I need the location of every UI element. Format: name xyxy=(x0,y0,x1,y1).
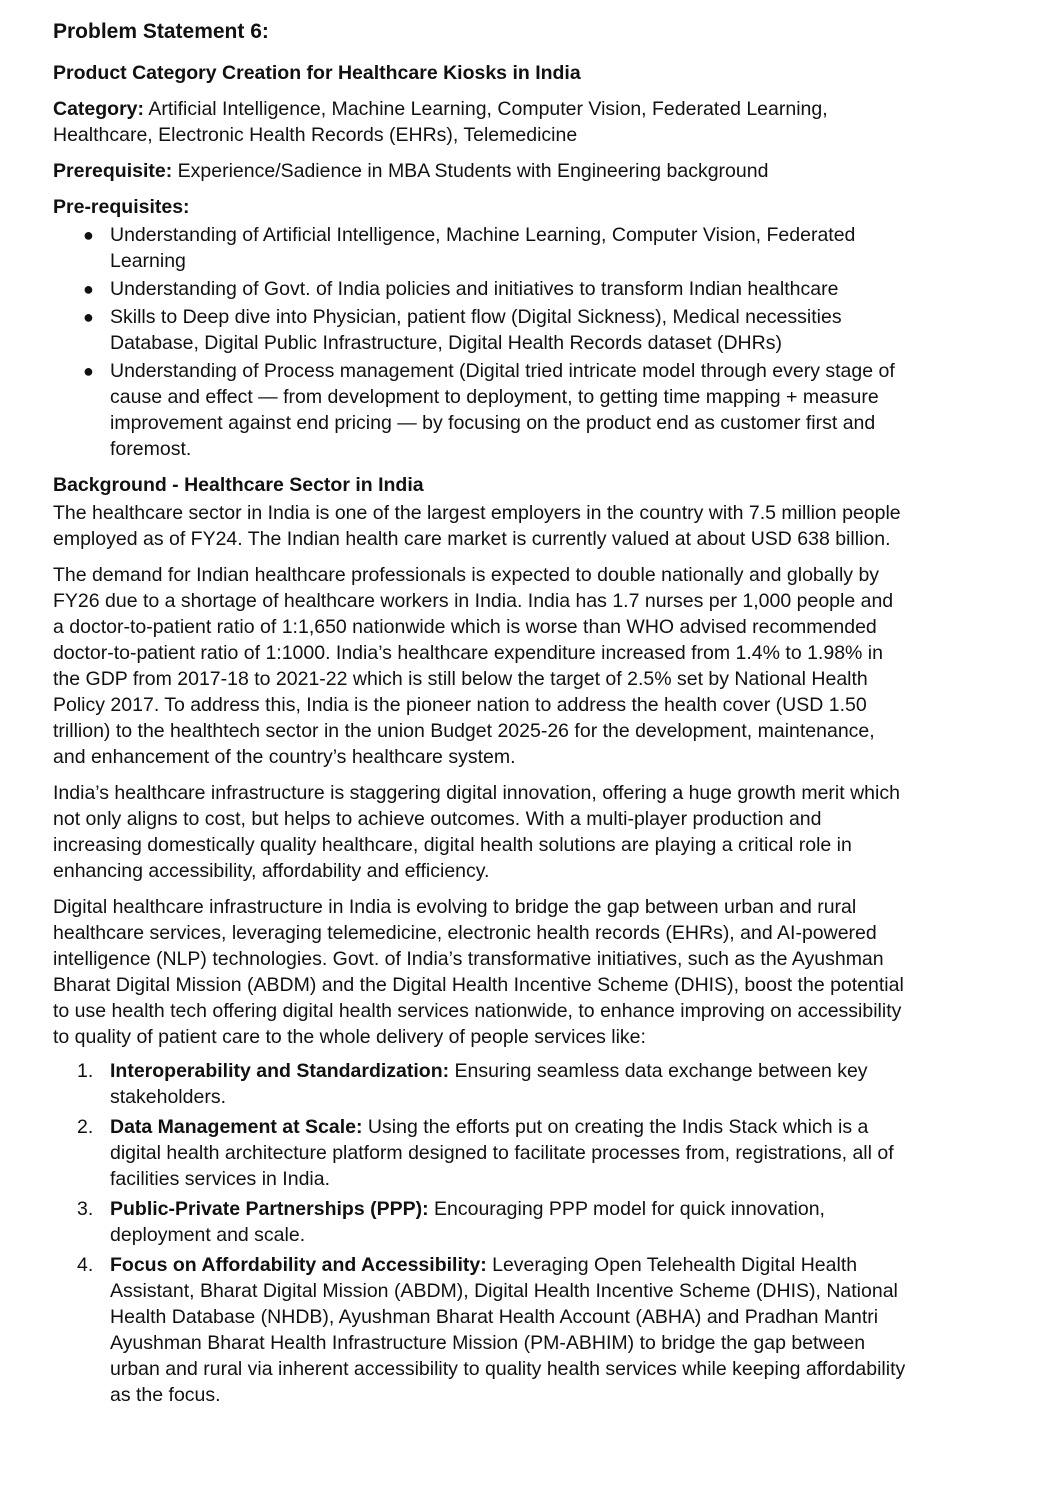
category-paragraph xyxy=(53,96,906,148)
item-text: Encouraging PPP model for quick innovation, deployment and scale. xyxy=(110,1198,825,1246)
list-item xyxy=(53,276,906,302)
background-paragraph: Digital healthcare infrastructure in India is evolving to bridge the gap between urban and rural healthcare services, leveraging telemedicine, electronic health records (EHRs), and AI-powered intelligence (NLP) technologies. Govt. of India’s transformative initiatives, such as the Ayushman Bharat Digital Mission (ABDM) and the Digital Health Incentive Scheme (DHIS), boost the potential to use health tech offering digital health services nationwide, to enhance improving on accessibility to quality of patient care to the whole delivery of people services like: xyxy=(53,896,904,1048)
item-text: Ensuring seamless data exchange between key stakeholders. xyxy=(110,1060,868,1108)
background-paragraph: The demand for Indian healthcare professionals is expected to double nationally and globally by FY26 due to a shortage of healthcare workers in India. India has 1.7 nurses per 1,000 people and a doctor-to-patient ratio of 1:1,650 nationwide which is worse than WHO advised recommended doctor-to-patient ratio of 1:1000. India’s healthcare expenditure increased from 1.4% to 1.98% in the GDP from 2017-18 to 2021-22 which is still below the target of 2.5% set by National Health Policy 2017. To address this, India is the pioneer nation to address the health cover (USD 1.50 trillion) to the healthtech sector in the union Budget 2025-26 for the development, maintenance, and enhancement of the country’s healthcare system. xyxy=(53,564,894,768)
prerequisite-label: Prerequisite: xyxy=(53,160,173,182)
prerequisite-paragraph xyxy=(53,158,906,184)
item-heading: Interoperability and Standardization: xyxy=(110,1060,450,1082)
prerequisites-list xyxy=(53,222,906,462)
numbered-item xyxy=(53,1058,906,1110)
background-paragraph: The healthcare sector in India is one of the largest employers in the country with 7.5 million people employed as of FY24. The Indian health care market is currently valued at about USD 638 billion. xyxy=(53,502,901,550)
page-title: Problem Statement 6: xyxy=(53,20,269,43)
item-number: 4. xyxy=(77,1254,94,1276)
background-paragraph: India’s healthcare infrastructure is staggering digital innovation, offering a huge growth merit which not only aligns to cost, but helps to achieve outcomes. With a multi-player production and increasing domestically quality healthcare, digital health solutions are playing a critical role in enhancing accessibility, affordability and efficiency. xyxy=(53,782,900,882)
list-item xyxy=(53,304,906,356)
item-heading: Focus on Affordability and Accessibility: xyxy=(110,1254,487,1276)
item-number: 2. xyxy=(77,1116,94,1138)
bullet-icon: ● xyxy=(83,361,94,381)
background-heading: Background - Healthcare Sector in India xyxy=(53,474,424,496)
list-item-text: Understanding of Govt. of India policies and initiatives to transform Indian healthcare xyxy=(110,278,839,300)
item-text: Using the efforts put on creating the Indis Stack which is a digital health architecture platform designed to facilitate processes from, registrations, all of facilities services in India. xyxy=(110,1116,894,1190)
item-number: 1. xyxy=(77,1060,94,1082)
prerequisite-text: Experience/Sadience in MBA Students with Engineering background xyxy=(172,160,769,182)
page-subtitle: Product Category Creation for Healthcare Kiosks in India xyxy=(53,62,581,84)
category-label: Category: xyxy=(53,98,145,120)
prerequisites-heading: Pre-requisites: xyxy=(53,196,190,218)
numbered-item xyxy=(53,1252,906,1408)
list-item xyxy=(53,358,906,462)
category-text: Artificial Intelligence, Machine Learning, Computer Vision, Federated Learning, Healthcare, Electronic Health Records (EHRs), Telemedicine xyxy=(53,98,828,146)
bullet-icon: ● xyxy=(83,307,94,327)
list-item-text: Understanding of Process management (Digital tried intricate model through every stage of cause and effect — from development to deployment, to getting time mapping + measure improvement against end pricing — by focusing on the product end as customer first and foremost. xyxy=(110,360,895,460)
item-text: Leveraging Open Telehealth Digital Health Assistant, Bharat Digital Mission (ABDM), Digital Health Incentive Scheme (DHIS), National Health Database (NHDB), Ayushman Bharat Health Account (ABHA) and Pradhan Mantri Ayushman Bharat Health Infrastructure Mission (PM-ABHIM) to bridge the gap between urban and rural via inherent accessibility to quality health services while keeping affordability as the focus. xyxy=(110,1254,906,1406)
bullet-icon: ● xyxy=(83,225,94,245)
item-number: 3. xyxy=(77,1198,94,1220)
list-item-text: Skills to Deep dive into Physician, patient flow (Digital Sickness), Medical necessities Database, Digital Public Infrastructure, Digital Health Records dataset (DHRs) xyxy=(110,306,842,354)
list-item xyxy=(53,222,906,274)
item-heading: Data Management at Scale: xyxy=(110,1116,363,1138)
bullet-icon: ● xyxy=(83,279,94,299)
item-heading: Public-Private Partnerships (PPP): xyxy=(110,1198,429,1220)
list-item-text: Understanding of Artificial Intelligence, Machine Learning, Computer Vision, Federated Learning xyxy=(110,224,856,272)
initiatives-list xyxy=(53,1058,906,1408)
numbered-item xyxy=(53,1114,906,1192)
numbered-item xyxy=(53,1196,906,1248)
